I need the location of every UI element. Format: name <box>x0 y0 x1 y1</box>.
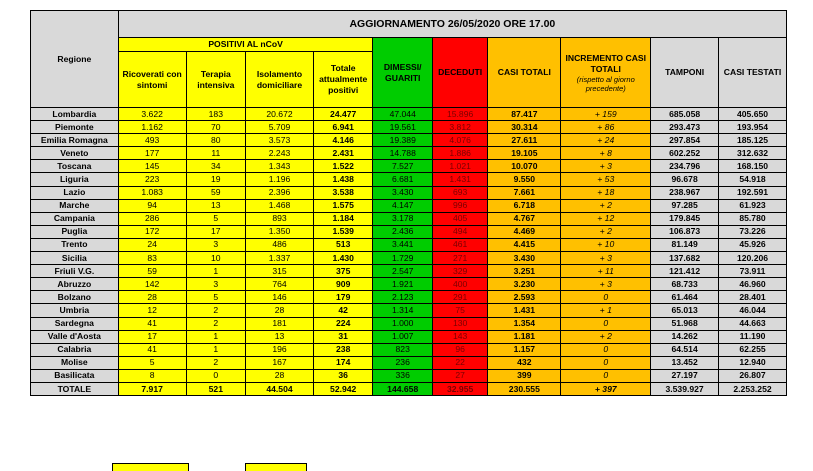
cell-casi-totali: 6.718 <box>488 199 561 212</box>
cell-deceduti: 4.076 <box>432 134 487 147</box>
cell-totale-positivi: 1.522 <box>313 160 373 173</box>
cell-terapia: 17 <box>186 225 246 238</box>
table-row <box>31 225 787 238</box>
table-row <box>31 199 787 212</box>
cell-casi-testati: 46.960 <box>719 278 787 291</box>
cell-isolamento: 1.196 <box>246 173 314 186</box>
cell-ricoverati: 223 <box>118 173 186 186</box>
cell-casi-testati: 28.401 <box>719 291 787 304</box>
cell-terapia: 11 <box>186 147 246 160</box>
header-deceduti: DECEDUTI <box>432 38 487 108</box>
cell-incremento: + 1 <box>561 304 651 317</box>
cell-casi-totali: 3.430 <box>488 252 561 265</box>
cell-tamponi: 602.252 <box>651 147 719 160</box>
cell-casi-testati: 120.206 <box>719 252 787 265</box>
cell-isolamento: 764 <box>246 278 314 291</box>
cell-casi-testati: 46.044 <box>719 304 787 317</box>
cell-isolamento: 315 <box>246 265 314 278</box>
cell-terapia: 2 <box>186 317 246 330</box>
cell-tamponi: 685.058 <box>651 108 719 121</box>
cell-incremento: + 159 <box>561 108 651 121</box>
header-dimessi: DIMESSI/ GUARITI <box>373 38 433 108</box>
cell-incremento: + 3 <box>561 252 651 265</box>
cell-casi-totali: 1.354 <box>488 317 561 330</box>
cell-isolamento: 146 <box>246 291 314 304</box>
header-ricoverati: Ricoverati con sintomi <box>118 52 186 108</box>
cell-terapia: 59 <box>186 186 246 199</box>
cell-tamponi: 81.149 <box>651 238 719 251</box>
cell-dimessi: 144.658 <box>373 382 433 395</box>
cell-totale-positivi: 4.146 <box>313 134 373 147</box>
cell-casi-totali: 230.555 <box>488 382 561 395</box>
cell-terapia: 521 <box>186 382 246 395</box>
cell-casi-testati: 312.632 <box>719 147 787 160</box>
cell-incremento: + 3 <box>561 160 651 173</box>
cell-regione: Lombardia <box>31 108 119 121</box>
cell-totale-positivi: 513 <box>313 238 373 251</box>
cell-ricoverati: 83 <box>118 252 186 265</box>
cell-tamponi: 234.796 <box>651 160 719 173</box>
header-totale-positivi: Totale attualmente positivi <box>313 52 373 108</box>
table-row <box>31 343 787 356</box>
cell-terapia: 3 <box>186 238 246 251</box>
cell-casi-totali: 3.230 <box>488 278 561 291</box>
cell-regione: Piemonte <box>31 121 119 134</box>
cell-dimessi: 336 <box>373 369 433 382</box>
cell-casi-totali: 432 <box>488 356 561 369</box>
cell-dimessi: 3.430 <box>373 186 433 199</box>
cell-incremento: + 10 <box>561 238 651 251</box>
cell-ricoverati: 12 <box>118 304 186 317</box>
header-casi-testati: CASI TESTATI <box>719 38 787 108</box>
cell-dimessi: 2.123 <box>373 291 433 304</box>
cell-totale-positivi: 1.184 <box>313 212 373 225</box>
cell-isolamento: 1.337 <box>246 252 314 265</box>
cell-dimessi: 14.788 <box>373 147 433 160</box>
cell-casi-testati: 193.954 <box>719 121 787 134</box>
cell-totale-positivi: 3.538 <box>313 186 373 199</box>
cell-tamponi: 51.968 <box>651 317 719 330</box>
cell-dimessi: 2.436 <box>373 225 433 238</box>
cell-isolamento: 1.343 <box>246 160 314 173</box>
cell-deceduti: 400 <box>432 278 487 291</box>
cell-incremento: 0 <box>561 317 651 330</box>
totale-row <box>31 382 787 395</box>
cell-totale-positivi: 909 <box>313 278 373 291</box>
cell-deceduti: 291 <box>432 291 487 304</box>
cell-totale-positivi: 24.477 <box>313 108 373 121</box>
cell-ricoverati: 59 <box>118 265 186 278</box>
cell-terapia: 80 <box>186 134 246 147</box>
cell-tamponi: 106.873 <box>651 225 719 238</box>
cell-incremento: 0 <box>561 369 651 382</box>
cell-ricoverati: 145 <box>118 160 186 173</box>
cell-casi-totali: 1.181 <box>488 330 561 343</box>
cell-casi-totali: 27.611 <box>488 134 561 147</box>
cell-regione: Veneto <box>31 147 119 160</box>
cell-deceduti: 693 <box>432 186 487 199</box>
cell-casi-totali: 10.070 <box>488 160 561 173</box>
cell-totale-positivi: 375 <box>313 265 373 278</box>
cell-deceduti: 329 <box>432 265 487 278</box>
cell-casi-totali: 2.593 <box>488 291 561 304</box>
cell-deceduti: 32.955 <box>432 382 487 395</box>
cell-casi-testati: 26.807 <box>719 369 787 382</box>
cell-casi-totali: 30.314 <box>488 121 561 134</box>
cell-tamponi: 238.967 <box>651 186 719 199</box>
cell-dimessi: 7.527 <box>373 160 433 173</box>
cell-ricoverati: 28 <box>118 291 186 304</box>
cell-incremento: + 24 <box>561 134 651 147</box>
cell-regione: Friuli V.G. <box>31 265 119 278</box>
header-incremento-label: INCREMENTO CASI TOTALI <box>565 52 647 74</box>
cell-terapia: 13 <box>186 199 246 212</box>
cell-terapia: 2 <box>186 356 246 369</box>
header-terapia: Terapia intensiva <box>186 52 246 108</box>
bulletin-title: AGGIORNAMENTO 26/05/2020 ORE 17.00 <box>118 11 786 38</box>
cell-isolamento: 20.672 <box>246 108 314 121</box>
cell-ricoverati: 8 <box>118 369 186 382</box>
cell-casi-totali: 3.251 <box>488 265 561 278</box>
cell-dimessi: 47.044 <box>373 108 433 121</box>
cell-totale-positivi: 1.539 <box>313 225 373 238</box>
cell-regione: Molise <box>31 356 119 369</box>
cell-terapia: 1 <box>186 330 246 343</box>
cell-dimessi: 2.547 <box>373 265 433 278</box>
cell-ricoverati: 17 <box>118 330 186 343</box>
cell-regione: TOTALE <box>31 382 119 395</box>
cell-totale-positivi: 52.942 <box>313 382 373 395</box>
cell-regione: Emilia Romagna <box>31 134 119 147</box>
cell-casi-testati: 73.911 <box>719 265 787 278</box>
cell-deceduti: 461 <box>432 238 487 251</box>
cell-isolamento: 1.350 <box>246 225 314 238</box>
cell-dimessi: 19.389 <box>373 134 433 147</box>
cell-deceduti: 1.431 <box>432 173 487 186</box>
cell-dimessi: 1.007 <box>373 330 433 343</box>
table-row <box>31 238 787 251</box>
cell-dimessi: 19.561 <box>373 121 433 134</box>
cell-casi-totali: 399 <box>488 369 561 382</box>
table-row <box>31 134 787 147</box>
cell-tamponi: 3.539.927 <box>651 382 719 395</box>
cell-incremento: + 86 <box>561 121 651 134</box>
header-incremento-note: (rispetto al giorno precedente) <box>576 74 635 93</box>
cell-casi-testati: 85.780 <box>719 212 787 225</box>
cell-casi-testati: 73.226 <box>719 225 787 238</box>
cell-dimessi: 1.921 <box>373 278 433 291</box>
cell-terapia: 70 <box>186 121 246 134</box>
cell-regione: Calabria <box>31 343 119 356</box>
cell-casi-totali: 4.767 <box>488 212 561 225</box>
table-row <box>31 212 787 225</box>
cell-totale-positivi: 1.430 <box>313 252 373 265</box>
cell-totale-positivi: 1.575 <box>313 199 373 212</box>
cell-ricoverati: 493 <box>118 134 186 147</box>
cell-terapia: 0 <box>186 369 246 382</box>
cell-totale-positivi: 224 <box>313 317 373 330</box>
cell-casi-testati: 62.255 <box>719 343 787 356</box>
cell-ricoverati: 41 <box>118 317 186 330</box>
cell-regione: Umbria <box>31 304 119 317</box>
cell-terapia: 1 <box>186 265 246 278</box>
cell-incremento: + 2 <box>561 199 651 212</box>
table-row <box>31 252 787 265</box>
cell-casi-testati: 44.663 <box>719 317 787 330</box>
cell-deceduti: 15.896 <box>432 108 487 121</box>
cell-casi-totali: 7.661 <box>488 186 561 199</box>
cell-isolamento: 28 <box>246 304 314 317</box>
header-incremento <box>561 38 651 108</box>
cell-totale-positivi: 179 <box>313 291 373 304</box>
cell-incremento: + 2 <box>561 225 651 238</box>
cell-regione: Liguria <box>31 173 119 186</box>
cell-isolamento: 13 <box>246 330 314 343</box>
table-row <box>31 369 787 382</box>
cell-incremento: + 12 <box>561 212 651 225</box>
cell-terapia: 5 <box>186 212 246 225</box>
cell-casi-testati: 11.190 <box>719 330 787 343</box>
cell-isolamento: 167 <box>246 356 314 369</box>
cell-tamponi: 64.514 <box>651 343 719 356</box>
cell-dimessi: 1.314 <box>373 304 433 317</box>
cell-incremento: 0 <box>561 356 651 369</box>
cell-incremento: 0 <box>561 291 651 304</box>
cell-isolamento: 5.709 <box>246 121 314 134</box>
cell-totale-positivi: 2.431 <box>313 147 373 160</box>
cell-deceduti: 1.886 <box>432 147 487 160</box>
cell-isolamento: 196 <box>246 343 314 356</box>
cell-isolamento: 1.468 <box>246 199 314 212</box>
cell-deceduti: 27 <box>432 369 487 382</box>
cell-casi-totali: 1.431 <box>488 304 561 317</box>
cell-casi-testati: 61.923 <box>719 199 787 212</box>
cell-totale-positivi: 42 <box>313 304 373 317</box>
cell-deceduti: 75 <box>432 304 487 317</box>
cell-casi-testati: 185.125 <box>719 134 787 147</box>
table-row <box>31 160 787 173</box>
cell-ricoverati: 94 <box>118 199 186 212</box>
cell-casi-totali: 9.550 <box>488 173 561 186</box>
cell-regione: Basilicata <box>31 369 119 382</box>
cell-regione: Valle d'Aosta <box>31 330 119 343</box>
table-row <box>31 265 787 278</box>
cell-deceduti: 3.812 <box>432 121 487 134</box>
cell-incremento: + 53 <box>561 173 651 186</box>
cell-isolamento: 181 <box>246 317 314 330</box>
cell-terapia: 34 <box>186 160 246 173</box>
table-row <box>31 291 787 304</box>
cell-totale-positivi: 238 <box>313 343 373 356</box>
cell-tamponi: 68.733 <box>651 278 719 291</box>
cell-tamponi: 179.845 <box>651 212 719 225</box>
table-row <box>31 173 787 186</box>
cell-regione: Sardegna <box>31 317 119 330</box>
table-row <box>31 186 787 199</box>
cell-deceduti: 996 <box>432 199 487 212</box>
cell-ricoverati: 3.622 <box>118 108 186 121</box>
cell-ricoverati: 1.162 <box>118 121 186 134</box>
cell-isolamento: 893 <box>246 212 314 225</box>
cell-regione: Sicilia <box>31 252 119 265</box>
cell-isolamento: 28 <box>246 369 314 382</box>
cell-dimessi: 4.147 <box>373 199 433 212</box>
cell-incremento: + 3 <box>561 278 651 291</box>
table-row <box>31 317 787 330</box>
cell-regione: Puglia <box>31 225 119 238</box>
cell-totale-positivi: 6.941 <box>313 121 373 134</box>
cell-terapia: 1 <box>186 343 246 356</box>
cell-casi-totali: 87.417 <box>488 108 561 121</box>
table-row <box>31 278 787 291</box>
cell-dimessi: 236 <box>373 356 433 369</box>
cell-incremento: + 397 <box>561 382 651 395</box>
cell-deceduti: 96 <box>432 343 487 356</box>
table-row <box>31 304 787 317</box>
cell-tamponi: 97.285 <box>651 199 719 212</box>
cell-incremento: + 2 <box>561 330 651 343</box>
cell-incremento: + 18 <box>561 186 651 199</box>
cell-terapia: 183 <box>186 108 246 121</box>
cell-isolamento: 2.396 <box>246 186 314 199</box>
cell-deceduti: 494 <box>432 225 487 238</box>
cell-isolamento: 44.504 <box>246 382 314 395</box>
header-positivi-group: POSITIVI AL nCoV <box>118 38 373 52</box>
cell-ricoverati: 177 <box>118 147 186 160</box>
cell-isolamento: 3.573 <box>246 134 314 147</box>
cell-ricoverati: 7.917 <box>118 382 186 395</box>
cell-tamponi: 297.854 <box>651 134 719 147</box>
table-row <box>31 121 787 134</box>
cell-regione: Campania <box>31 212 119 225</box>
cell-tamponi: 27.197 <box>651 369 719 382</box>
cell-totale-positivi: 174 <box>313 356 373 369</box>
cell-deceduti: 22 <box>432 356 487 369</box>
cell-terapia: 19 <box>186 173 246 186</box>
cell-tamponi: 14.262 <box>651 330 719 343</box>
cell-isolamento: 2.243 <box>246 147 314 160</box>
cell-terapia: 3 <box>186 278 246 291</box>
cell-ricoverati: 41 <box>118 343 186 356</box>
cell-tamponi: 121.412 <box>651 265 719 278</box>
cell-ricoverati: 142 <box>118 278 186 291</box>
cell-ricoverati: 5 <box>118 356 186 369</box>
table-row <box>31 330 787 343</box>
cell-regione: Abruzzo <box>31 278 119 291</box>
cell-tamponi: 137.682 <box>651 252 719 265</box>
cell-ricoverati: 1.083 <box>118 186 186 199</box>
covid-bulletin-table <box>30 10 787 396</box>
table-row <box>31 108 787 121</box>
cell-regione: Trento <box>31 238 119 251</box>
cell-isolamento: 486 <box>246 238 314 251</box>
cell-casi-testati: 168.150 <box>719 160 787 173</box>
header-regione: Regione <box>31 11 119 108</box>
cell-tamponi: 96.678 <box>651 173 719 186</box>
cell-tamponi: 65.013 <box>651 304 719 317</box>
cell-regione: Marche <box>31 199 119 212</box>
header-casi-totali: CASI TOTALI <box>488 38 561 108</box>
cell-casi-totali: 1.157 <box>488 343 561 356</box>
cell-incremento: + 11 <box>561 265 651 278</box>
cell-ricoverati: 24 <box>118 238 186 251</box>
cell-tamponi: 293.473 <box>651 121 719 134</box>
cell-casi-testati: 45.926 <box>719 238 787 251</box>
cell-deceduti: 271 <box>432 252 487 265</box>
cell-terapia: 5 <box>186 291 246 304</box>
cell-totale-positivi: 1.438 <box>313 173 373 186</box>
cell-terapia: 10 <box>186 252 246 265</box>
cell-ricoverati: 172 <box>118 225 186 238</box>
cell-totale-positivi: 31 <box>313 330 373 343</box>
cell-deceduti: 1.021 <box>432 160 487 173</box>
cell-casi-totali: 4.469 <box>488 225 561 238</box>
header-isolamento: Isolamento domiciliare <box>246 52 314 108</box>
cell-incremento: 0 <box>561 343 651 356</box>
cell-casi-testati: 54.918 <box>719 173 787 186</box>
cell-regione: Bolzano <box>31 291 119 304</box>
cell-dimessi: 6.681 <box>373 173 433 186</box>
cell-casi-testati: 192.591 <box>719 186 787 199</box>
cell-regione: Toscana <box>31 160 119 173</box>
cell-tamponi: 13.452 <box>651 356 719 369</box>
cell-dimessi: 1.000 <box>373 317 433 330</box>
cell-totale-positivi: 36 <box>313 369 373 382</box>
table-row <box>31 356 787 369</box>
header-tamponi: TAMPONI <box>651 38 719 108</box>
cell-dimessi: 823 <box>373 343 433 356</box>
cell-dimessi: 3.178 <box>373 212 433 225</box>
cell-casi-totali: 19.105 <box>488 147 561 160</box>
cell-dimessi: 3.441 <box>373 238 433 251</box>
cell-terapia: 2 <box>186 304 246 317</box>
cell-casi-testati: 2.253.252 <box>719 382 787 395</box>
table-row <box>31 147 787 160</box>
cell-ricoverati: 286 <box>118 212 186 225</box>
cell-deceduti: 405 <box>432 212 487 225</box>
cell-dimessi: 1.729 <box>373 252 433 265</box>
cell-casi-totali: 4.415 <box>488 238 561 251</box>
cell-deceduti: 143 <box>432 330 487 343</box>
cell-casi-testati: 405.650 <box>719 108 787 121</box>
cell-deceduti: 130 <box>432 317 487 330</box>
cell-casi-testati: 12.940 <box>719 356 787 369</box>
cell-incremento: + 8 <box>561 147 651 160</box>
cell-tamponi: 61.464 <box>651 291 719 304</box>
cell-regione: Lazio <box>31 186 119 199</box>
